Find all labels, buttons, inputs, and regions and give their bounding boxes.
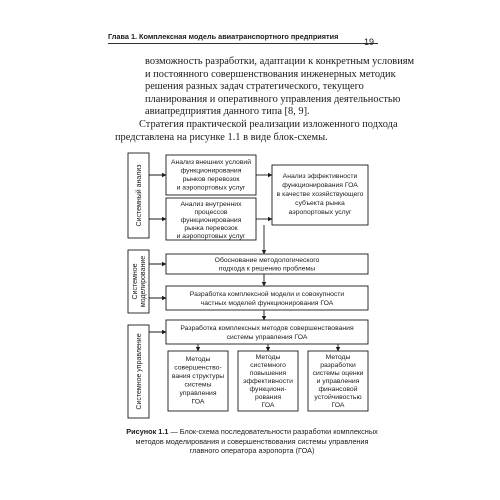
box-text: системного — [250, 362, 286, 369]
box-text: повышения — [249, 370, 287, 377]
page-number: 19 — [364, 37, 375, 47]
box-text: эффективности — [243, 378, 293, 385]
box-text: процессов — [194, 209, 228, 216]
box-text: вания структуры — [171, 373, 225, 380]
box-text: функционирования — [180, 167, 242, 175]
box-text: финансовой — [318, 386, 358, 393]
box-text: Анализ внутренних — [180, 201, 242, 208]
text-line: планирования и оперативного управления деятельностью — [145, 93, 401, 105]
box-external-analysis — [166, 155, 256, 195]
box-text: системы управления ГОА — [226, 334, 308, 341]
side-label-system-management: Системное управление — [136, 333, 143, 410]
side-label-system-modeling-2: моделирование — [140, 255, 147, 308]
box-text: Анализ эффективности — [282, 173, 358, 180]
box-model-development — [166, 286, 368, 310]
text-line: решения разных задач стратегического, текущего — [145, 81, 364, 93]
box-text: Разработка комплексной модели и совокупности — [189, 291, 345, 298]
box-sub-efficiency — [238, 351, 298, 411]
box-text: частных моделей функционирования ГОА — [200, 300, 334, 307]
section-box-modeling — [128, 250, 149, 313]
figure-caption — [120, 427, 384, 456]
caption-text: — Блок-схема последовательности разработки комплексных методов моделирования и совершенствования системы управления главного оператора аэропорта (ГОА) — [135, 427, 378, 456]
paragraph-1 — [145, 56, 415, 119]
box-text: Обоснование методологического — [214, 257, 320, 264]
box-text: системы оценки — [312, 370, 364, 377]
text-line: Стратегия практической реализации изложенного подхода — [139, 119, 398, 130]
box-text: Методы — [325, 354, 351, 361]
box-text: Методы — [185, 356, 211, 363]
box-text: в качестве хозяйствующего — [276, 191, 364, 198]
box-text: подхода к решению проблемы — [218, 265, 316, 273]
box-text: ГОА — [191, 398, 205, 406]
box-text: субъекта рынка — [295, 200, 345, 207]
box-sub-finance — [308, 351, 368, 411]
box-efficiency-analysis — [272, 165, 368, 225]
box-text: совершенство- — [174, 364, 222, 372]
box-text: и управления — [316, 378, 360, 385]
section-box-management — [128, 325, 149, 418]
box-justification — [166, 254, 368, 274]
box-text: функциони- — [249, 386, 287, 393]
box-methods-development — [166, 320, 368, 344]
box-text: рования — [254, 394, 282, 401]
paragraph-2 — [115, 119, 398, 144]
text-line: авиапредприятия данного типа [8, 9]. — [145, 106, 310, 118]
box-text: ГОА — [261, 402, 275, 409]
box-text: разработки — [320, 362, 356, 369]
running-header: Глава 1. Комплексная модель авиатранспортного предприятия — [108, 32, 378, 44]
section-box-analysis — [128, 153, 149, 238]
box-text: Анализ внешних условий — [170, 159, 252, 166]
side-label-system-analysis: Системный анализ — [136, 164, 143, 227]
box-text: ГОА — [331, 402, 345, 409]
caption-label: Рисунок 1.1 — [126, 427, 169, 436]
box-text: и аэропортовых услуг — [176, 233, 246, 240]
text-line: представлена на рисунке 1.1 в виде блок-схемы. — [115, 131, 328, 143]
box-text: функционирования — [180, 217, 242, 224]
box-text: Разработка комплексных методов совершенствования — [180, 325, 354, 332]
box-text: и аэропортовых услуг — [176, 184, 246, 192]
box-text: Методы — [255, 354, 281, 361]
box-text: рынков перевозок — [182, 176, 240, 183]
box-text: аэропортовых услуг — [288, 209, 352, 216]
text-line: возможность разработки, адаптации к конкретным условиям — [145, 56, 415, 67]
box-text: устойчивостью — [314, 394, 362, 401]
box-sub-structure — [168, 351, 228, 411]
box-text: управления — [179, 390, 217, 397]
box-text: системы — [184, 381, 212, 389]
box-text: рынка перевозок — [184, 225, 238, 232]
side-label-system-modeling-1: Системное — [132, 263, 139, 300]
box-internal-analysis — [166, 198, 256, 240]
box-text: функционирования ГОА — [282, 182, 358, 189]
text-line: и постоянного совершенствования инженерных методик — [145, 68, 396, 80]
